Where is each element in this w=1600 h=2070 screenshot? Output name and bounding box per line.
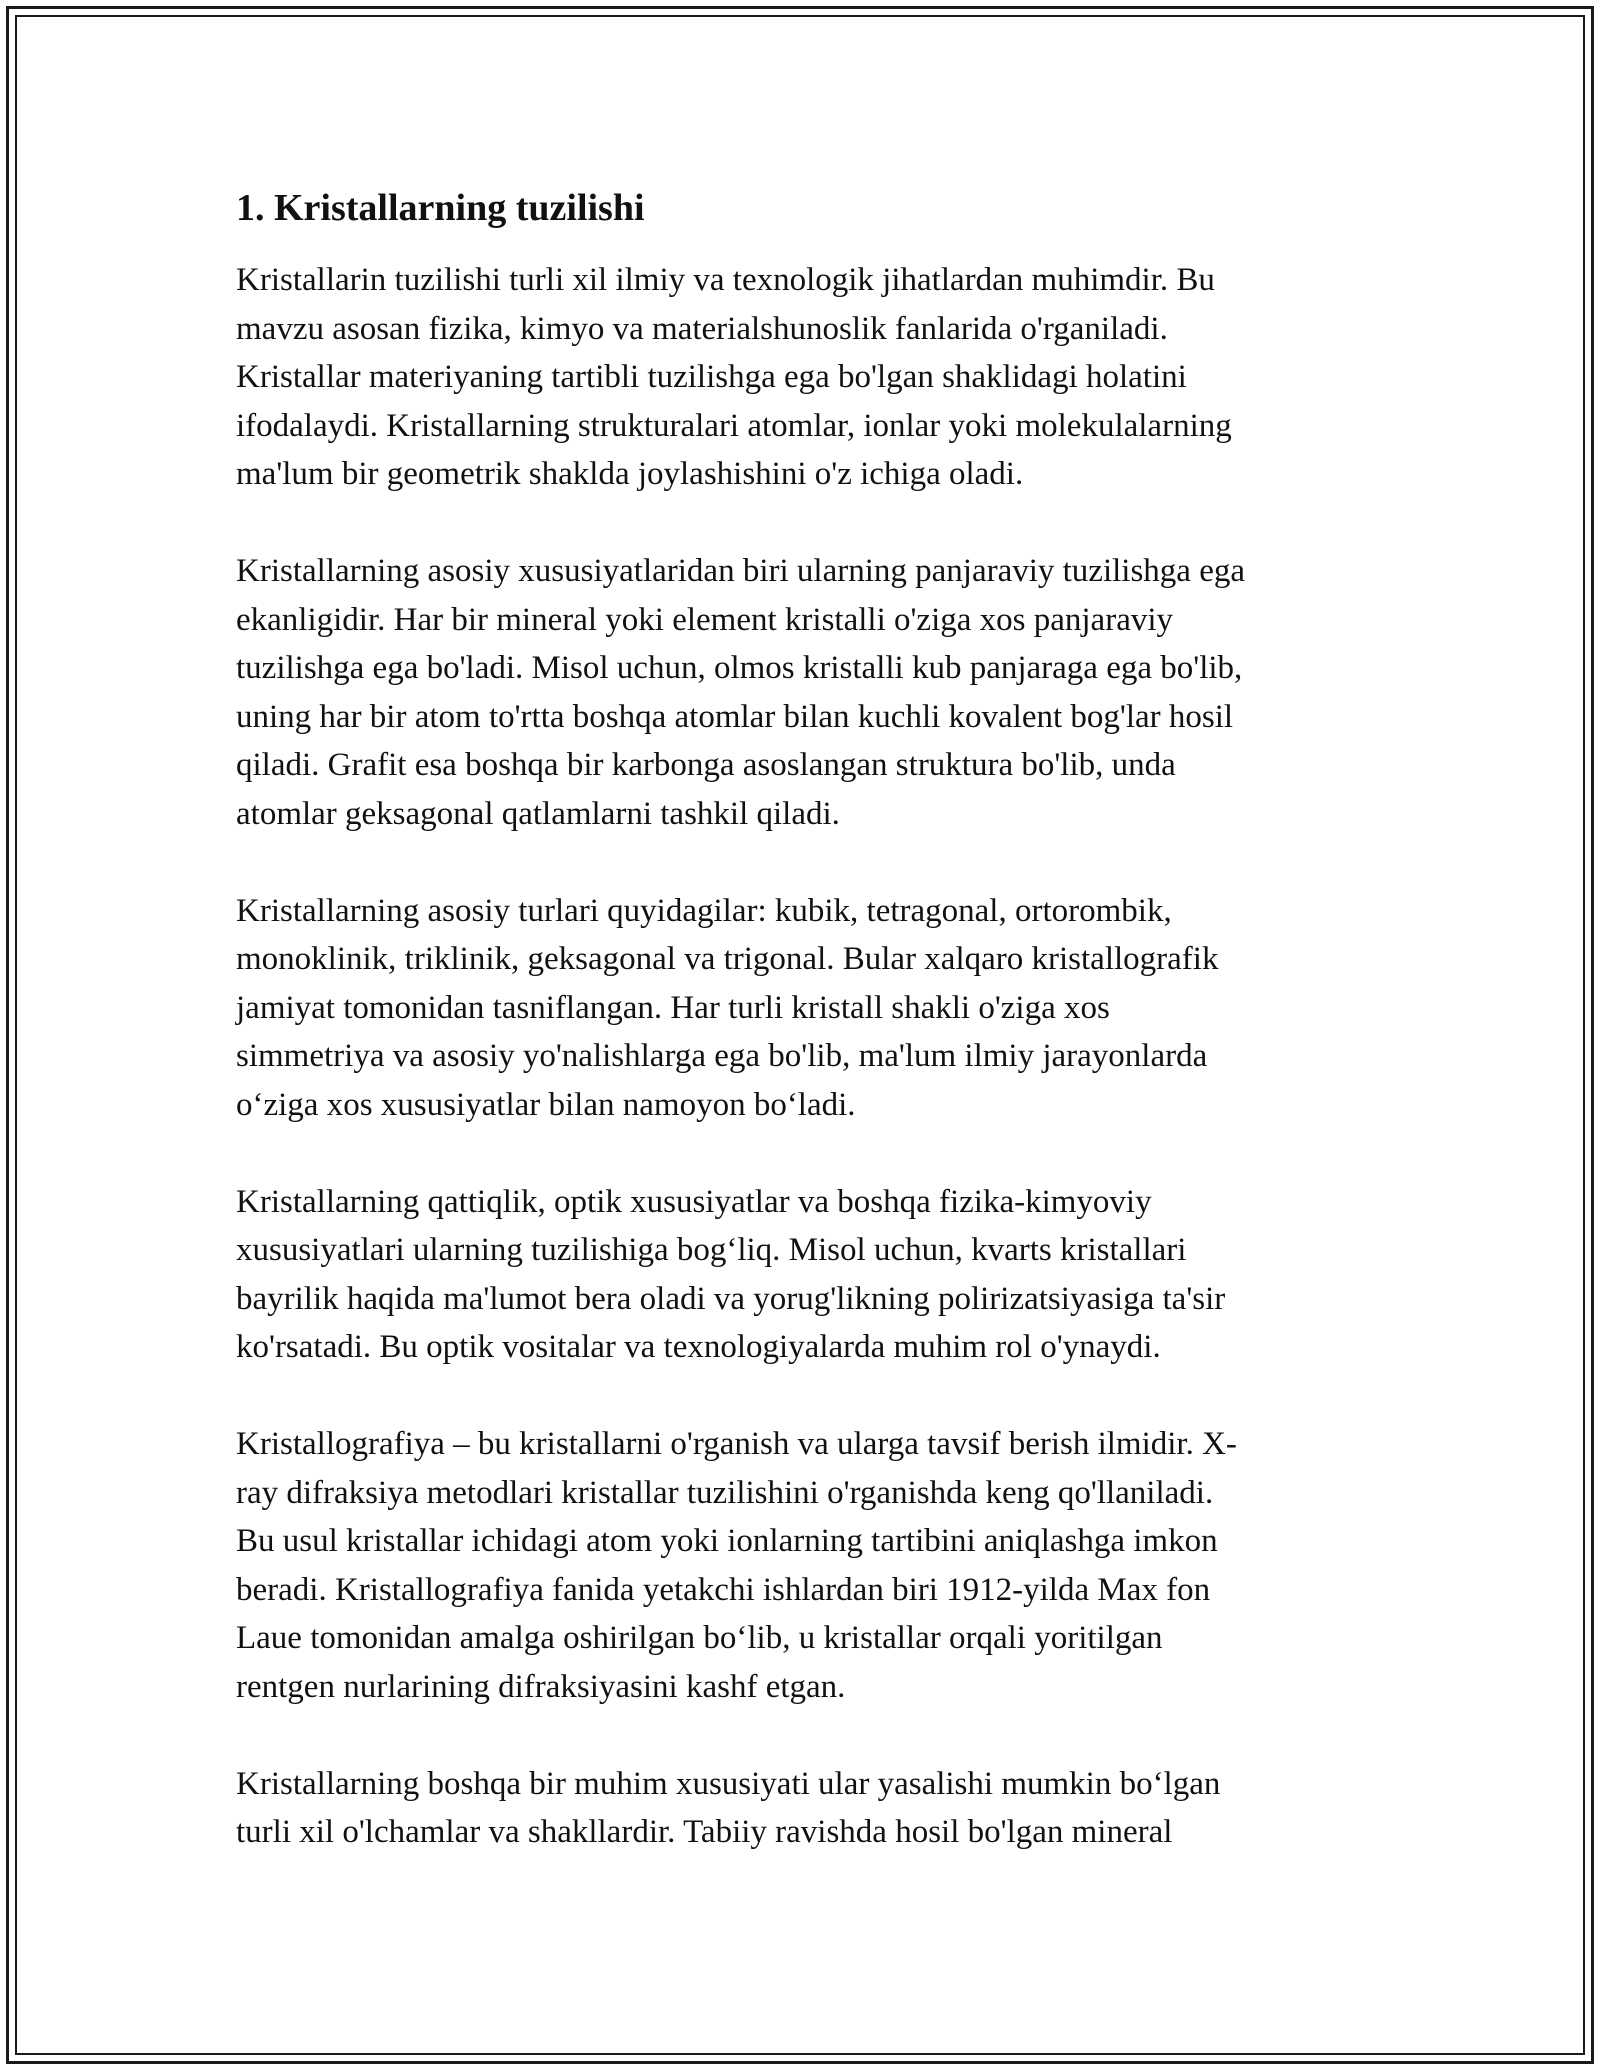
paragraph-4 [236,1178,1376,1372]
text-line: ma'lum bir geometrik shaklda joylashishini o'z ichiga oladi. [236,456,1024,492]
text-line: ko'rsatadi. Bu optik vositalar va texnologiyalarda muhim rol o'ynaydi. [236,1329,1161,1365]
section-heading: 1. Kristallarning tuzilishi [236,187,645,229]
text-line: monoklinik, triklinik, geksagonal va trigonal. Bular xalqaro kristallografik [236,941,1219,977]
paragraph-2 [236,547,1376,838]
text-line: qiladi. Grafit esa boshqa bir karbonga asoslangan struktura bo'lib, unda [236,747,1176,783]
text-line: turli xil o'lchamlar va shakllardir. Tabiiy ravishda hosil bo'lgan mineral [236,1814,1173,1850]
text-line: rentgen nurlarining difraksiyasini kashf etgan. [236,1668,846,1705]
text-line: Bu usul kristallar ichidagi atom yoki ionlarning tartibini aniqlashga imkon [236,1523,1218,1559]
text-line: ray difraksiya metodlari kristallar tuzilishini o'rganishda keng qo'llaniladi. [236,1474,1214,1511]
paragraph-3 [236,887,1376,1130]
text-line: beradi. Kristallografiya fanida yetakchi ishlardan biri 1912-yilda Max fon [236,1571,1211,1608]
text-line: atomlar geksagonal qatlamlarni tashkil qiladi. [236,795,840,832]
text-line: tuzilishga ega bo'ladi. Misol uchun, olmos kristalli kub panjaraga ega bo'lib, [236,650,1243,686]
paragraph-6 [236,1760,1376,1857]
text-line: xususiyatlari ularning tuzilishiga bog‘liq. Misol uchun, kvarts kristallari [236,1232,1187,1268]
text-line: mavzu asosan fizika, kimyo va materialshunoslik fanlarida o'rganiladi. [236,310,1168,347]
text-line: Kristallarning qattiqlik, optik xususiyatlar va boshqa fizika-kimyoviy [236,1183,1152,1220]
text-line: ifodalaydi. Kristallarning strukturalari atomlar, ionlar yoki molekulalarning [236,407,1232,444]
text-line: o‘ziga xos xususiyatlar bilan namoyon bo‘ladi. [236,1086,856,1123]
text-line: Kristallarning boshqa bir muhim xususiyati ular yasalishi mumkin bo‘lgan [236,1765,1221,1802]
text-line: Kristallar materiyaning tartibli tuzilishga ega bo'lgan shaklidagi holatini [236,359,1187,395]
text-line: uning har bir atom to'rtta boshqa atomlar bilan kuchli kovalent bog'lar hosil [236,698,1234,735]
text-line: Kristallarning asosiy xususiyatlaridan biri ularning panjaraviy tuzilishga ega [236,553,1245,589]
text-line: jamiyat tomonidan tasniflangan. Har turli kristall shakli o'ziga xos [236,989,1110,1026]
text-line: Kristallarning asosiy turlari quyidagilar: kubik, tetragonal, ortorombik, [236,892,1172,929]
text-line: ekanligidir. Har bir mineral yoki element kristalli o'ziga xos panjaraviy [236,601,1174,638]
text-line: Laue tomonidan amalga oshirilgan bo‘lib, u kristallar orqali yoritilgan [236,1620,1163,1656]
document-body [236,184,1376,1905]
text-line: Kristallarin tuzilishi turli xil ilmiy va texnologik jihatlardan muhimdir. Bu [236,262,1215,298]
text-line: bayrilik haqida ma'lumot bera oladi va yorug'likning polirizatsiyasiga ta'sir [236,1280,1226,1317]
paragraph-5 [236,1420,1376,1711]
text-line: simmetriya va asosiy yo'nalishlarga ega bo'lib, ma'lum ilmiy jarayonlarda [236,1038,1208,1074]
text-line: Kristallografiya – bu kristallarni o'rganish va ularga tavsif berish ilmidir. X- [236,1426,1237,1462]
paragraph-1 [236,256,1376,499]
